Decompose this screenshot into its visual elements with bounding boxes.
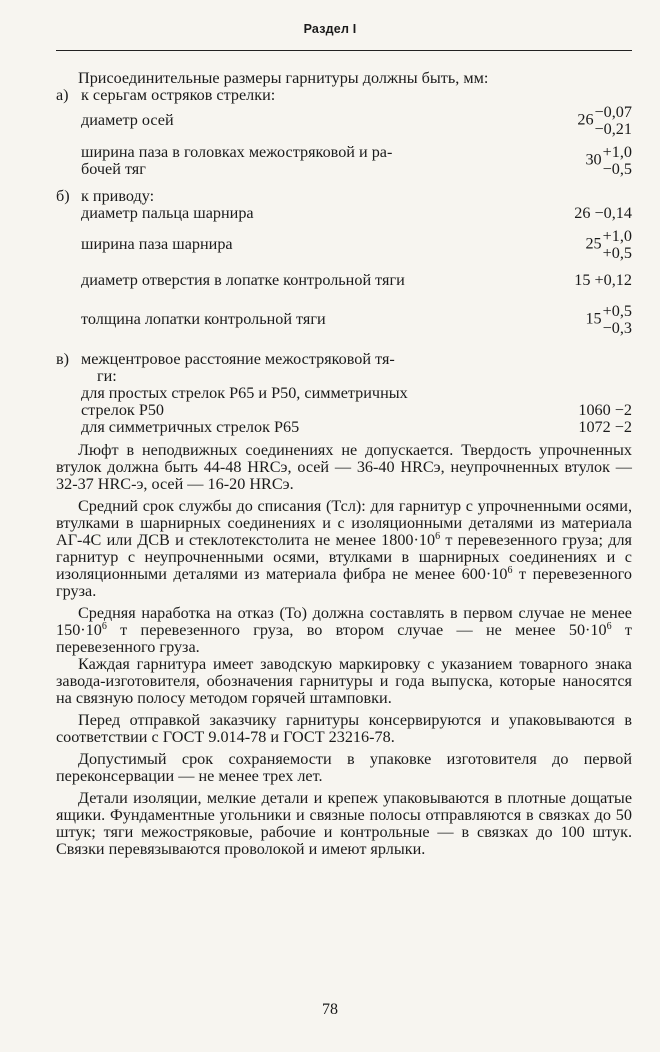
paragraph-play: Люфт в неподвижных соединениях не допускается. Твердость упрочненных втулок должна быть 44-48 HRCэ, осей — 36-40 HRCэ, неупрочненных втулок — 32-37 HRC-э, осей — 16-20 HRCэ. xyxy=(56,441,632,493)
spec-value xyxy=(522,228,632,262)
spec-hinge-slot xyxy=(56,228,632,262)
spec-tolerance xyxy=(603,228,632,262)
exponent: 6 xyxy=(507,565,513,576)
tolerance-upper: +0,5 xyxy=(602,302,632,320)
paragraph-mtbf xyxy=(56,605,632,656)
spec-label: для симметричных стрелок Р65 xyxy=(81,418,300,436)
spec-simple-switches xyxy=(56,385,632,419)
paragraph-storage: Допустимый срок сохраняемости в упаковке изготовителя до первой переконсервации — не менее трех лет. xyxy=(56,750,632,785)
spec-value: 1060 −2 xyxy=(578,401,632,419)
spec-tolerance xyxy=(603,303,632,337)
exponent: 6 xyxy=(606,621,612,632)
spec-label: диаметр отверстия в лопатке контрольной тяги xyxy=(81,271,405,289)
spec-label: диаметр осей xyxy=(81,111,174,129)
spec-blade-thickness xyxy=(56,303,632,337)
intro-line: Присоединительные размеры гарнитуры должны быть, мм: xyxy=(78,69,489,87)
text-run: т перевезенного груза. xyxy=(56,621,632,656)
section-c-heading-line: ги: xyxy=(97,367,117,385)
spec-label: диаметр пальца шарнира xyxy=(81,204,254,222)
text-run: Средний срок службы до списания (Тсл): для гарнитур с упрочненными осями, втулками в шарнирных соединениях и с изоляционными деталями из материала АГ-4С или ДСВ и стеклотекстолита не менее 1800·10 xyxy=(56,497,632,549)
text-run: Средняя наработка на отказ (То) должна составлять в первом случае не менее 150·10 xyxy=(56,604,632,639)
running-header: Раздел I xyxy=(303,22,357,36)
spec-label: толщина лопатки контрольной тяги xyxy=(81,310,326,328)
spec-label-line: стрелок Р50 xyxy=(81,401,165,419)
spec-value: 1072 −2 xyxy=(578,418,632,436)
spec-tolerance xyxy=(603,144,632,178)
section-b-title xyxy=(56,188,632,205)
section-a-heading: к серьгам остряков стрелки: xyxy=(81,86,276,104)
paragraph-shipping: Детали изоляции, мелкие детали и крепеж упаковываются в плотные дощатые ящики. Фундаментные угольники и связные полосы отправляются в связках до 50 штук; тяги межостряковые, рабочие и контрольные — в связках до 100 штук. Связки перевязываются проволокой и имеют ярлыки. xyxy=(56,789,632,858)
section-c-heading-line: межцентровое расстояние межостряковой тя- xyxy=(81,350,395,368)
header-rule xyxy=(56,50,632,51)
text-run: т перевезенного груза; для гарнитур с неупрочненными осями, втулками в шарнирных соединениях и с изоляционными деталями из материала фибра не менее 600·10 xyxy=(56,531,632,583)
tolerance-upper: −0,07 xyxy=(594,103,632,121)
page-body xyxy=(56,70,632,858)
spec-pin-diameter xyxy=(56,205,632,222)
tolerance-lower: −0,5 xyxy=(602,160,632,178)
spec-label xyxy=(81,385,522,419)
section-c-heading xyxy=(81,351,522,385)
text-run: т перевезенного груза. xyxy=(56,565,632,600)
section-c-title xyxy=(56,351,632,385)
section-b-heading: к приводу: xyxy=(81,187,155,205)
spec-value: 15 +0,12 xyxy=(574,271,632,289)
spec-value xyxy=(522,303,632,337)
spec-axle-diameter xyxy=(56,104,632,138)
spec-label: ширина паза шарнира xyxy=(81,235,233,253)
spec-label-line: ширина паза в головках межостряковой и ра- xyxy=(81,143,393,161)
text-run: т перевезенного груза, во втором случае — не менее 50·10 xyxy=(106,621,607,639)
spec-label-line: бочей тяг xyxy=(81,160,146,178)
tolerance-lower: +0,5 xyxy=(602,244,632,262)
page-number: 78 xyxy=(322,1001,338,1018)
spec-value xyxy=(522,104,632,138)
paragraph-packing: Перед отправкой заказчику гарнитуры консервируются и упаковываются в соответствии с ГОСТ 9.014-78 и ГОСТ 23216-78. xyxy=(56,711,632,746)
paragraph-service-life xyxy=(56,498,632,600)
paragraph-marking: Каждая гарнитура имеет заводскую маркировку с указанием товарного знака завода-изготовителя, обозначения гарнитуры и года выпуска, которые наносятся на связную полосу методом горячей штамповки. xyxy=(56,655,632,707)
spec-nominal: 30 xyxy=(585,150,602,169)
spec-symmetric-switches xyxy=(56,419,632,436)
spec-value: 26 −0,14 xyxy=(574,204,632,222)
exponent: 6 xyxy=(435,531,441,542)
spec-slot-width xyxy=(56,144,632,178)
spec-nominal: 25 xyxy=(585,234,602,253)
section-a-title xyxy=(56,87,632,104)
tolerance-lower: −0,21 xyxy=(594,120,632,138)
spec-tolerance xyxy=(595,104,632,138)
section-c-label: в) xyxy=(56,350,70,368)
section-a-label: а) xyxy=(56,86,69,104)
exponent: 6 xyxy=(101,621,107,632)
section-b-label: б) xyxy=(56,187,70,205)
spec-label-line: для простых стрелок Р65 и Р50, симметричных xyxy=(81,384,408,402)
spec-nominal: 15 xyxy=(585,309,602,328)
tolerance-upper: +1,0 xyxy=(602,143,632,161)
tolerance-lower: −0,3 xyxy=(602,319,632,337)
spec-value xyxy=(522,144,632,178)
tolerance-upper: +1,0 xyxy=(602,227,632,245)
spec-label xyxy=(81,144,522,178)
spec-hole-diameter xyxy=(56,272,632,289)
spec-nominal: 26 xyxy=(577,110,594,129)
